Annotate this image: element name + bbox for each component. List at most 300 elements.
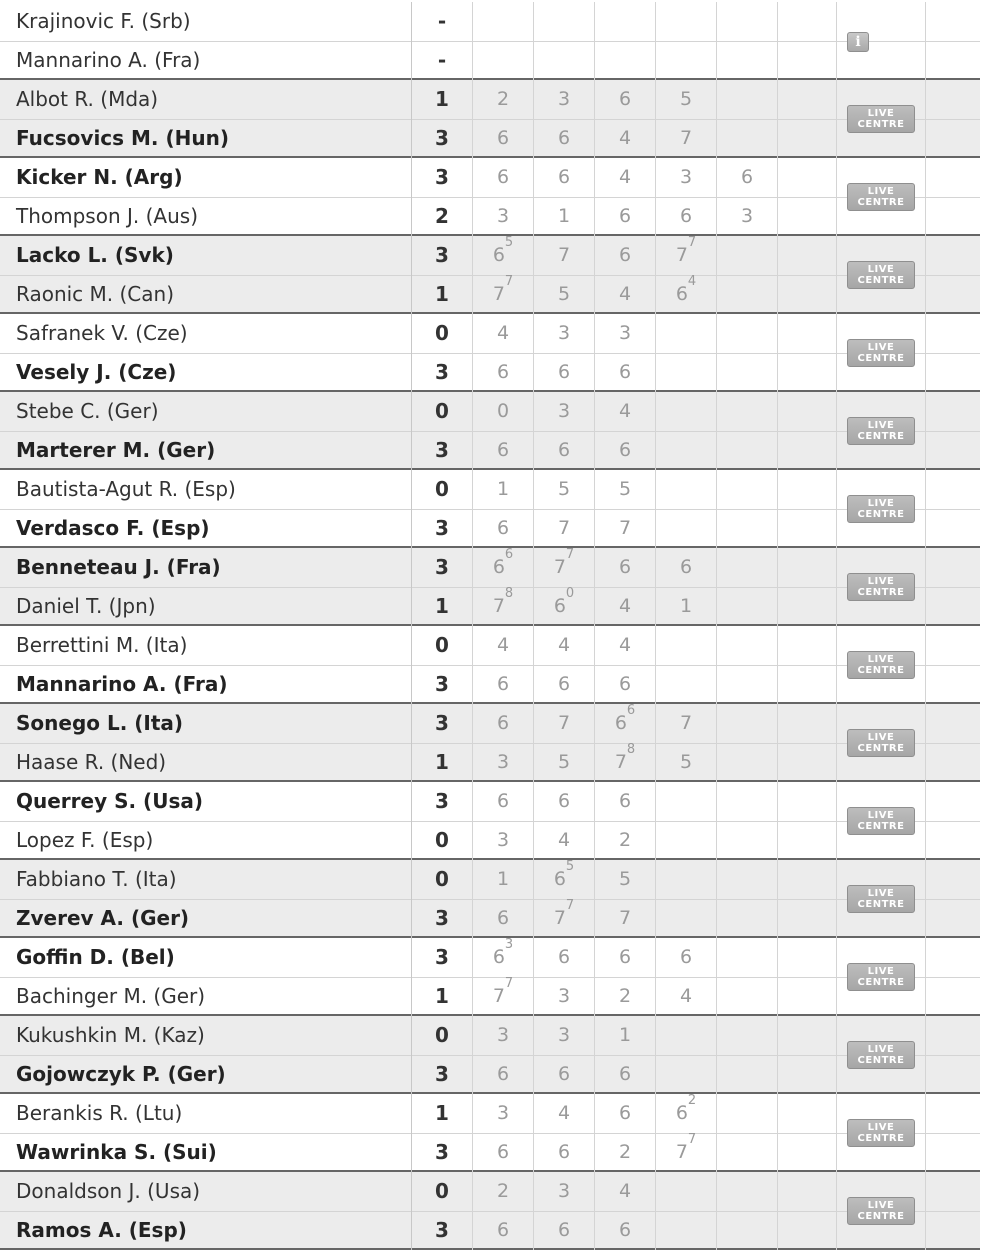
match-block (0, 1172, 980, 1250)
set-games: 7 (675, 1141, 688, 1163)
set-score-4 (656, 1055, 717, 1094)
live-centre-button[interactable]: LIVE CENTRE (847, 573, 915, 601)
sets-won: 0 (412, 821, 473, 860)
live-centre-button[interactable]: LIVE CENTRE (847, 417, 915, 445)
sets-won: 0 (412, 1172, 473, 1211)
player-name: Sonego L. (Ita) (0, 704, 412, 743)
set-score-6 (778, 431, 837, 470)
set-score-6 (778, 509, 837, 548)
live-centre-button[interactable]: LIVE CENTRE (847, 1197, 915, 1225)
set-score-5 (717, 743, 778, 782)
set-score-4 (656, 275, 717, 314)
set-score-3 (595, 1016, 656, 1055)
live-centre-button[interactable]: LIVE CENTRE (847, 729, 915, 757)
set-score-3 (595, 704, 656, 743)
set-games: 4 (557, 1102, 571, 1124)
set-games: 1 (557, 205, 571, 227)
set-games: 6 (675, 283, 688, 305)
row-edge (926, 938, 980, 1016)
set-games: 3 (557, 88, 571, 110)
set-score-3 (595, 1094, 656, 1133)
player-row (0, 821, 980, 860)
set-games: 3 (618, 322, 632, 344)
player-name: Thompson J. (Aus) (0, 197, 412, 236)
sets-won: - (412, 41, 473, 80)
player-name: Berrettini M. (Ita) (0, 626, 412, 665)
row-edge (926, 626, 980, 704)
player-name: Fabbiano T. (Ita) (0, 860, 412, 899)
player-row (0, 470, 980, 510)
player-row (0, 1094, 980, 1134)
set-score-6 (778, 548, 837, 587)
player-row (0, 80, 980, 120)
set-games: 6 (618, 1102, 632, 1124)
row-edge (926, 860, 980, 938)
set-score-2 (534, 1016, 595, 1055)
set-score-5 (717, 1055, 778, 1094)
set-games: 6 (496, 673, 510, 695)
set-games: 6 (557, 127, 571, 149)
player-row (0, 665, 980, 704)
tiebreak-points: 6 (626, 703, 636, 718)
tiebreak-points: 0 (565, 586, 575, 601)
set-score-2 (534, 119, 595, 158)
set-games: 6 (557, 439, 571, 461)
player-row (0, 938, 980, 978)
live-centre-button[interactable]: LIVE CENTRE (847, 495, 915, 523)
set-score-2 (534, 665, 595, 704)
set-score-3 (595, 275, 656, 314)
player-row (0, 704, 980, 744)
set-score-6 (778, 1133, 837, 1172)
set-score-3 (595, 626, 656, 665)
set-score-2 (534, 1133, 595, 1172)
set-score-2 (534, 626, 595, 665)
row-edge (926, 1016, 980, 1094)
set-games: 7 (553, 907, 566, 929)
set-games: 6 (740, 166, 754, 188)
player-row (0, 548, 980, 588)
set-score-3 (595, 1172, 656, 1211)
set-score-2 (534, 158, 595, 197)
player-row (0, 314, 980, 354)
set-games: 4 (557, 829, 571, 851)
action-cell (837, 1172, 926, 1250)
player-name: Ramos A. (Esp) (0, 1211, 412, 1250)
tiebreak-points: 4 (687, 274, 697, 289)
set-score-2 (534, 431, 595, 470)
set-games: 6 (618, 556, 632, 578)
set-score-4 (656, 80, 717, 119)
tiebreak-points: 2 (687, 1093, 697, 1108)
set-score-2 (534, 2, 595, 41)
match-block (0, 314, 980, 392)
set-games: 4 (618, 634, 632, 656)
player-name: Mannarino A. (Fra) (0, 665, 412, 704)
set-score-6 (778, 158, 837, 197)
set-score-1 (473, 665, 534, 704)
set-score-4 (656, 314, 717, 353)
set-games: 7 (679, 712, 693, 734)
live-centre-button[interactable]: LIVE CENTRE (847, 807, 915, 835)
player-name: Bachinger M. (Ger) (0, 977, 412, 1016)
set-score-4 (656, 392, 717, 431)
set-games: 6 (557, 166, 571, 188)
set-score-5 (717, 80, 778, 119)
set-score-2 (534, 80, 595, 119)
set-games: 6 (557, 361, 571, 383)
live-centre-button[interactable]: LIVE CENTRE (847, 1041, 915, 1069)
match-block (0, 938, 980, 1016)
set-games: 3 (496, 1024, 510, 1046)
set-games: 1 (679, 595, 693, 617)
match-block (0, 704, 980, 782)
set-games: 6 (675, 1102, 688, 1124)
tiebreak-points: 3 (504, 937, 514, 952)
player-name: Vesely J. (Cze) (0, 353, 412, 392)
set-score-3 (595, 119, 656, 158)
set-score-2 (534, 353, 595, 392)
info-icon[interactable]: i (847, 32, 869, 52)
player-name: Verdasco F. (Esp) (0, 509, 412, 548)
player-row (0, 197, 980, 236)
set-games: 6 (679, 556, 693, 578)
player-row (0, 860, 980, 900)
set-score-5 (717, 431, 778, 470)
sets-won: 3 (412, 782, 473, 821)
set-score-2 (534, 977, 595, 1016)
set-score-5 (717, 1211, 778, 1250)
set-score-3 (595, 743, 656, 782)
live-centre-button[interactable]: LIVE CENTRE (847, 885, 915, 913)
set-score-2 (534, 197, 595, 236)
set-games: 2 (496, 1180, 510, 1202)
action-cell (837, 1094, 926, 1172)
set-score-1 (473, 743, 534, 782)
set-score-6 (778, 782, 837, 821)
player-name: Goffin D. (Bel) (0, 938, 412, 977)
set-score-6 (778, 860, 837, 899)
set-games: 7 (557, 517, 571, 539)
player-row (0, 1133, 980, 1172)
set-games: 4 (496, 322, 510, 344)
set-score-4 (656, 431, 717, 470)
row-edge (926, 782, 980, 860)
set-score-5 (717, 704, 778, 743)
player-name: Berankis R. (Ltu) (0, 1094, 412, 1133)
live-centre-button[interactable]: LIVE CENTRE (847, 963, 915, 991)
set-score-6 (778, 743, 837, 782)
set-score-1 (473, 197, 534, 236)
set-score-3 (595, 1055, 656, 1094)
set-score-4 (656, 821, 717, 860)
set-score-3 (595, 1133, 656, 1172)
player-row (0, 431, 980, 470)
set-score-4 (656, 743, 717, 782)
set-games: 5 (618, 478, 632, 500)
set-score-2 (534, 548, 595, 587)
sets-won: 1 (412, 275, 473, 314)
set-score-6 (778, 41, 837, 80)
set-score-5 (717, 587, 778, 626)
row-edge (926, 392, 980, 470)
set-games: 5 (557, 751, 571, 773)
sets-won: 3 (412, 704, 473, 743)
set-score-3 (595, 2, 656, 41)
set-games: 6 (618, 946, 632, 968)
sets-won: 1 (412, 743, 473, 782)
row-edge (926, 1094, 980, 1172)
set-games: 1 (496, 478, 510, 500)
match-block (0, 2, 980, 80)
set-score-4 (656, 938, 717, 977)
set-score-5 (717, 119, 778, 158)
sets-won: 3 (412, 1055, 473, 1094)
set-score-4 (656, 860, 717, 899)
set-games: 6 (496, 790, 510, 812)
set-games: 6 (618, 790, 632, 812)
sets-won: - (412, 2, 473, 41)
set-score-5 (717, 782, 778, 821)
set-games: 4 (618, 166, 632, 188)
set-score-1 (473, 548, 534, 587)
set-score-4 (656, 548, 717, 587)
set-score-1 (473, 353, 534, 392)
set-score-6 (778, 1055, 837, 1094)
set-score-1 (473, 2, 534, 41)
player-row (0, 587, 980, 626)
set-score-3 (595, 431, 656, 470)
action-cell (837, 860, 926, 938)
set-score-4 (656, 665, 717, 704)
set-games: 6 (557, 946, 571, 968)
set-games: 6 (557, 1063, 571, 1085)
set-games: 6 (618, 205, 632, 227)
set-score-1 (473, 977, 534, 1016)
set-score-1 (473, 392, 534, 431)
live-centre-button[interactable]: LIVE CENTRE (847, 1119, 915, 1147)
set-score-1 (473, 1133, 534, 1172)
sets-won: 3 (412, 158, 473, 197)
set-score-3 (595, 392, 656, 431)
player-name: Bautista-Agut R. (Esp) (0, 470, 412, 509)
set-games: 6 (496, 127, 510, 149)
set-score-2 (534, 743, 595, 782)
set-score-6 (778, 1211, 837, 1250)
match-block (0, 158, 980, 236)
player-name: Gojowczyk P. (Ger) (0, 1055, 412, 1094)
match-block (0, 860, 980, 938)
set-score-3 (595, 236, 656, 275)
set-score-6 (778, 314, 837, 353)
set-score-5 (717, 938, 778, 977)
set-games: 6 (492, 244, 505, 266)
set-score-5 (717, 665, 778, 704)
set-score-2 (534, 392, 595, 431)
set-games: 6 (618, 1063, 632, 1085)
sets-won: 0 (412, 314, 473, 353)
set-score-1 (473, 587, 534, 626)
set-games: 1 (496, 868, 510, 890)
set-games: 4 (618, 1180, 632, 1202)
set-score-3 (595, 860, 656, 899)
set-score-5 (717, 158, 778, 197)
set-games: 6 (492, 556, 505, 578)
set-score-5 (717, 1133, 778, 1172)
live-centre-button[interactable]: LIVE CENTRE (847, 261, 915, 289)
set-games: 5 (679, 751, 693, 773)
set-score-3 (595, 158, 656, 197)
live-centre-button[interactable]: LIVE CENTRE (847, 651, 915, 679)
sets-won: 0 (412, 1016, 473, 1055)
live-centre-button[interactable]: LIVE CENTRE (847, 183, 915, 211)
set-score-4 (656, 158, 717, 197)
player-name: Raonic M. (Can) (0, 275, 412, 314)
set-games: 6 (557, 1141, 571, 1163)
sets-won: 1 (412, 587, 473, 626)
player-row (0, 353, 980, 392)
set-score-5 (717, 236, 778, 275)
set-score-4 (656, 977, 717, 1016)
set-score-6 (778, 704, 837, 743)
sets-won: 3 (412, 938, 473, 977)
set-score-1 (473, 80, 534, 119)
player-row (0, 743, 980, 782)
set-games: 3 (740, 205, 754, 227)
set-score-5 (717, 1094, 778, 1133)
set-score-6 (778, 392, 837, 431)
tiebreak-points: 7 (687, 235, 697, 250)
set-score-1 (473, 1016, 534, 1055)
match-block (0, 1016, 980, 1094)
set-games: 6 (557, 790, 571, 812)
set-games: 6 (614, 712, 627, 734)
set-score-1 (473, 1055, 534, 1094)
set-games: 4 (618, 283, 632, 305)
player-row (0, 392, 980, 432)
set-score-5 (717, 392, 778, 431)
row-edge (926, 704, 980, 782)
set-games: 7 (618, 517, 632, 539)
set-games: 5 (557, 478, 571, 500)
set-score-5 (717, 314, 778, 353)
set-score-1 (473, 626, 534, 665)
set-games: 6 (496, 907, 510, 929)
set-score-6 (778, 1094, 837, 1133)
set-score-6 (778, 197, 837, 236)
player-row (0, 275, 980, 314)
set-score-1 (473, 704, 534, 743)
set-games: 3 (496, 1102, 510, 1124)
match-block (0, 392, 980, 470)
sets-won: 3 (412, 236, 473, 275)
set-games: 6 (496, 361, 510, 383)
set-score-6 (778, 587, 837, 626)
set-games: 6 (496, 439, 510, 461)
set-score-1 (473, 119, 534, 158)
set-score-4 (656, 470, 717, 509)
set-score-3 (595, 41, 656, 80)
sets-won: 3 (412, 1211, 473, 1250)
action-cell (837, 938, 926, 1016)
set-games: 6 (557, 1219, 571, 1241)
set-games: 6 (496, 166, 510, 188)
set-score-6 (778, 470, 837, 509)
player-name: Albot R. (Mda) (0, 80, 412, 119)
set-games: 6 (679, 946, 693, 968)
player-name: Zverev A. (Ger) (0, 899, 412, 938)
set-games: 6 (496, 1141, 510, 1163)
set-score-6 (778, 626, 837, 665)
sets-won: 0 (412, 626, 473, 665)
set-score-1 (473, 470, 534, 509)
player-row (0, 1211, 980, 1250)
set-score-1 (473, 860, 534, 899)
tiebreak-points: 7 (504, 274, 514, 289)
set-score-2 (534, 236, 595, 275)
set-score-6 (778, 899, 837, 938)
set-score-4 (656, 704, 717, 743)
set-score-2 (534, 1172, 595, 1211)
set-games: 6 (557, 673, 571, 695)
set-score-1 (473, 1211, 534, 1250)
set-games: 5 (679, 88, 693, 110)
row-edge (926, 2, 980, 80)
set-games: 7 (492, 595, 505, 617)
sets-won: 0 (412, 470, 473, 509)
player-name: Marterer M. (Ger) (0, 431, 412, 470)
sets-won: 3 (412, 1133, 473, 1172)
tiebreak-points: 8 (504, 586, 514, 601)
set-score-4 (656, 236, 717, 275)
set-games: 6 (618, 244, 632, 266)
player-name: Wawrinka S. (Sui) (0, 1133, 412, 1172)
row-edge (926, 548, 980, 626)
player-row (0, 899, 980, 938)
player-row (0, 236, 980, 276)
set-score-2 (534, 938, 595, 977)
match-block (0, 80, 980, 158)
live-centre-button[interactable]: LIVE CENTRE (847, 339, 915, 367)
set-score-1 (473, 782, 534, 821)
set-games: 6 (553, 868, 566, 890)
set-score-3 (595, 314, 656, 353)
set-games: 4 (679, 985, 693, 1007)
action-cell (837, 470, 926, 548)
set-games: 6 (496, 1063, 510, 1085)
row-edge (926, 80, 980, 158)
set-score-2 (534, 821, 595, 860)
set-score-3 (595, 782, 656, 821)
set-score-1 (473, 938, 534, 977)
set-games: 3 (557, 322, 571, 344)
row-edge (926, 1172, 980, 1250)
set-score-4 (656, 626, 717, 665)
set-score-1 (473, 41, 534, 80)
set-games: 4 (618, 400, 632, 422)
tiebreak-points: 5 (565, 859, 575, 874)
player-name: Donaldson J. (Usa) (0, 1172, 412, 1211)
set-score-1 (473, 158, 534, 197)
sets-won: 3 (412, 431, 473, 470)
set-games: 7 (618, 907, 632, 929)
set-score-3 (595, 353, 656, 392)
set-games: 6 (553, 595, 566, 617)
set-games: 7 (553, 556, 566, 578)
set-score-3 (595, 80, 656, 119)
set-games: 5 (557, 283, 571, 305)
live-centre-button[interactable]: LIVE CENTRE (847, 105, 915, 133)
